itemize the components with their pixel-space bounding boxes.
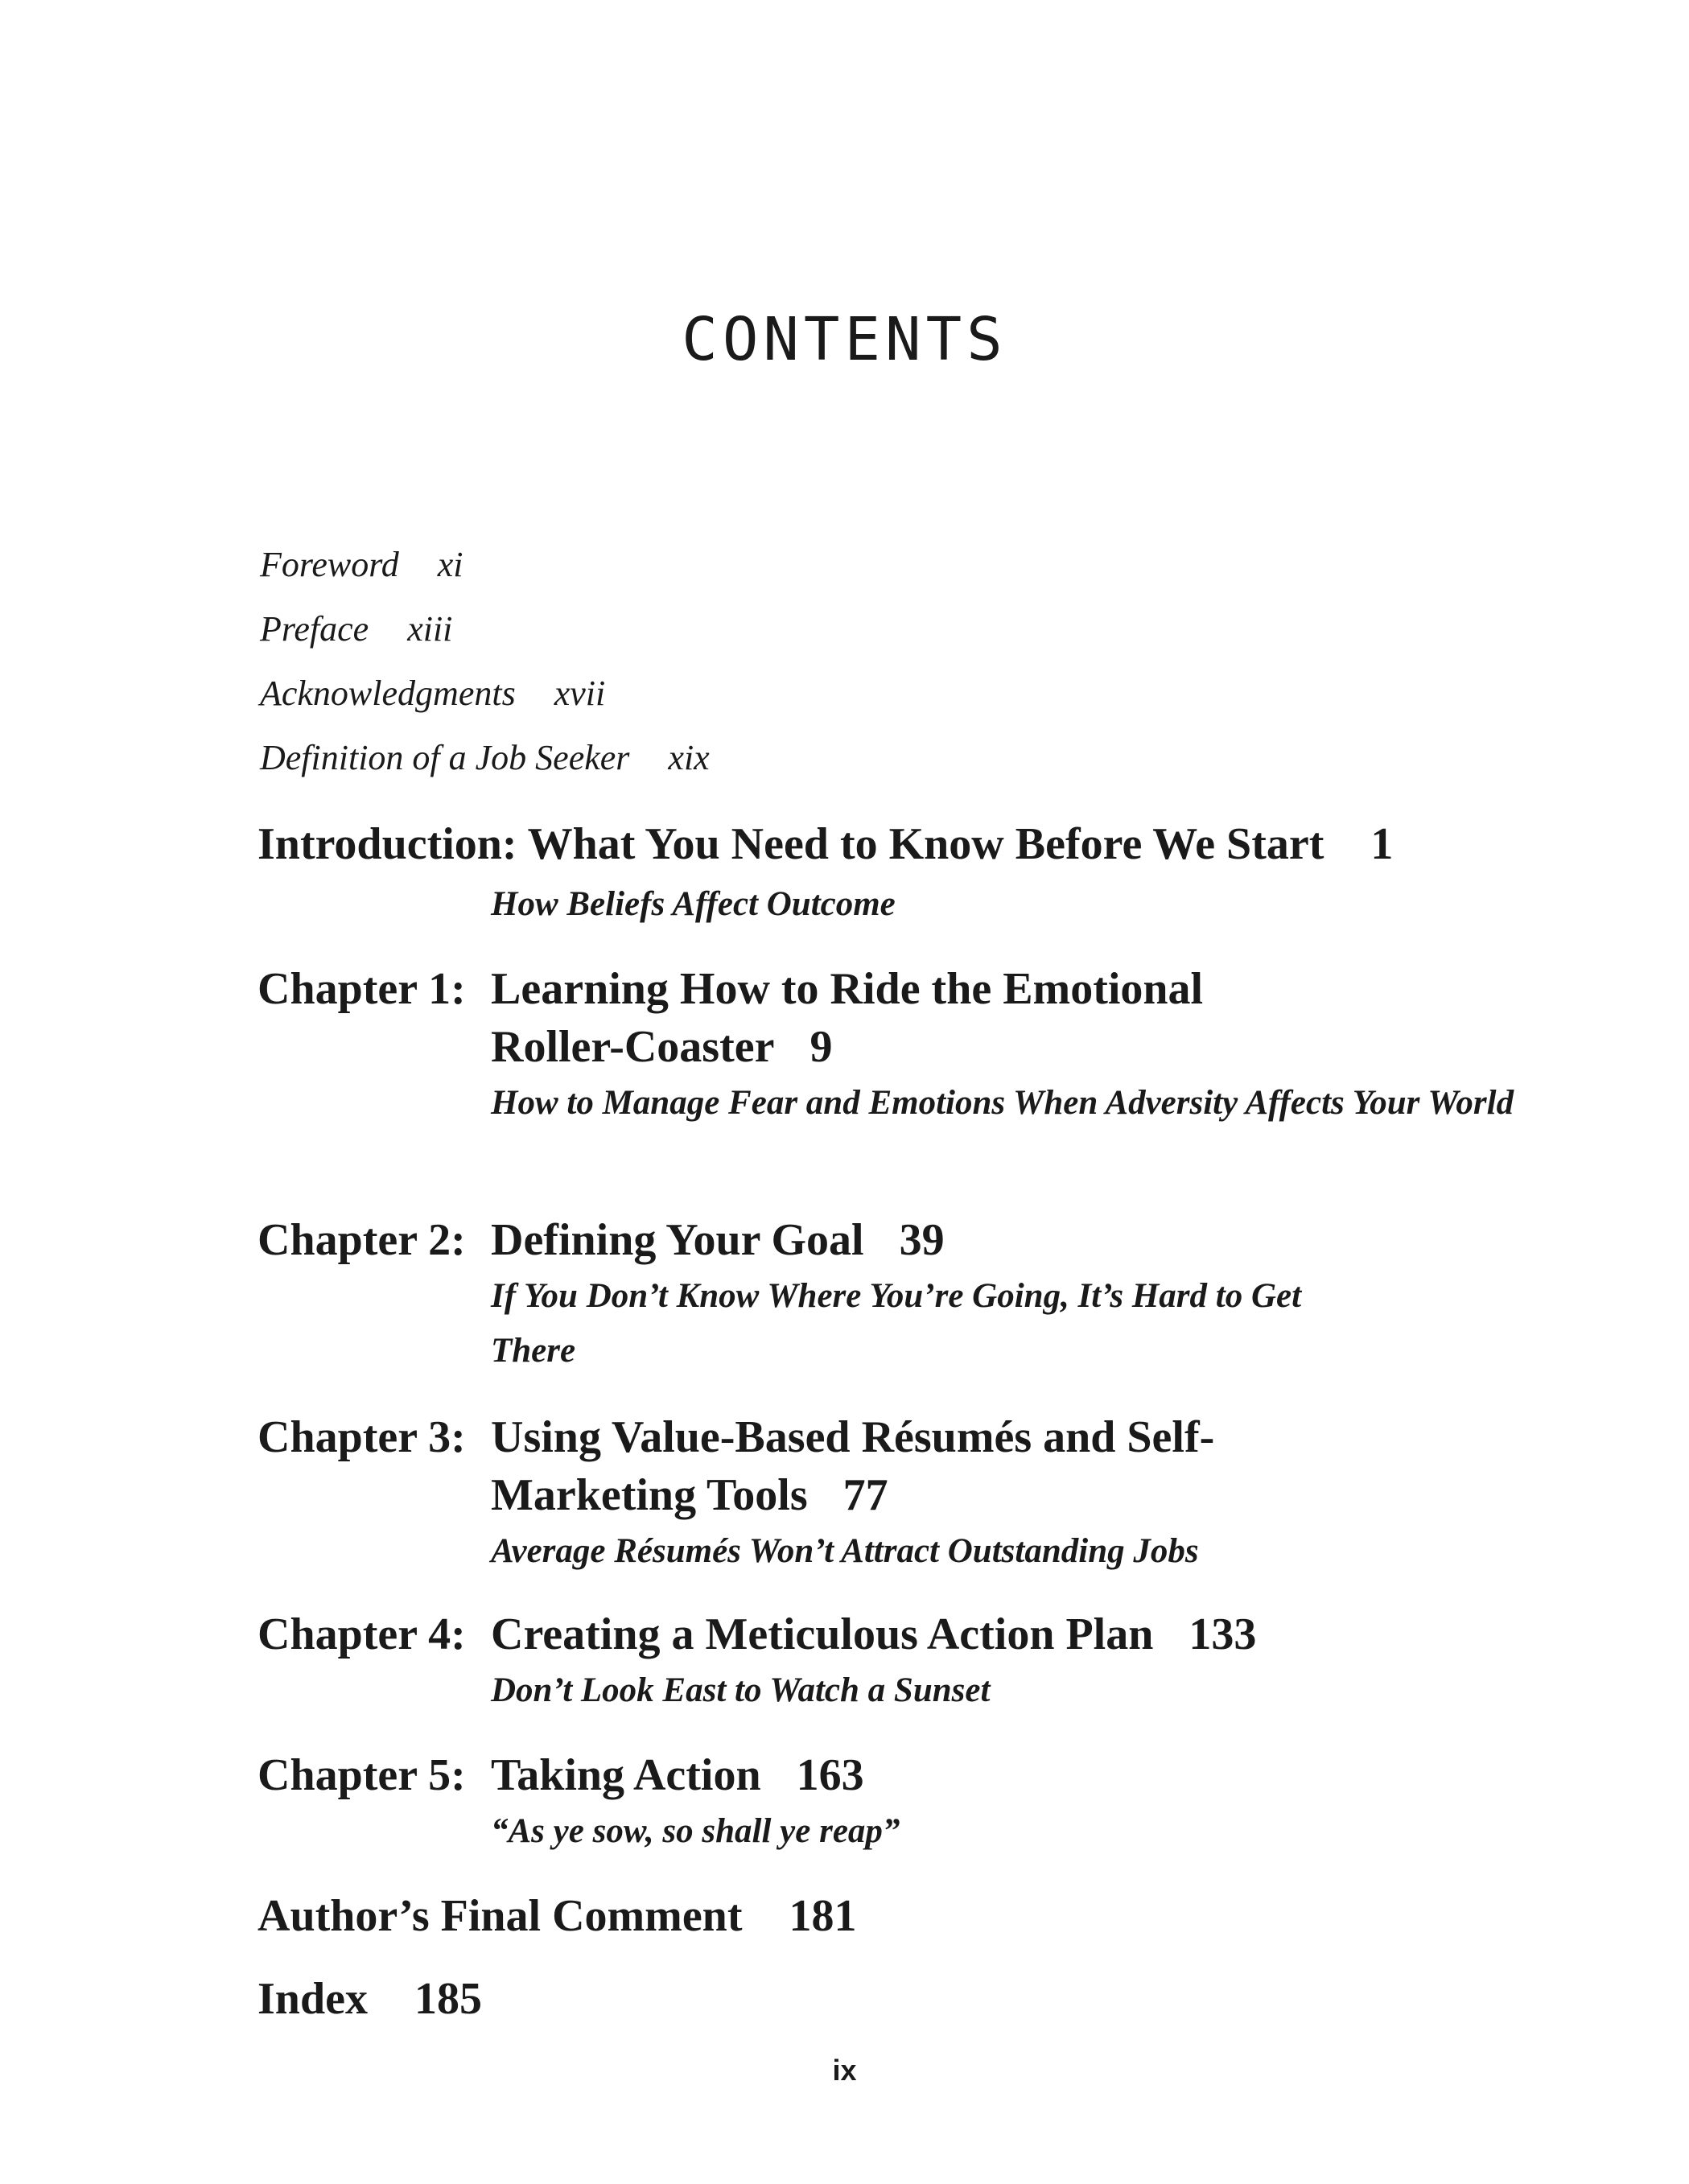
page-title: CONTENTS <box>682 305 1007 374</box>
toc-entry-final-comment[interactable] <box>257 1887 856 1945</box>
toc-front-matter-item[interactable] <box>260 547 463 583</box>
entry-title: Acknowledgments <box>260 674 516 713</box>
chapter-label: Chapter 1: <box>257 964 466 1014</box>
toc-front-matter-item[interactable] <box>260 676 605 711</box>
entry-title: Using Value-Based Résumés and Self-Marketing Tools <box>491 1412 1215 1520</box>
entry-page-number: 181 <box>789 1891 857 1941</box>
entry-title: Definition of a Job Seeker <box>260 738 630 777</box>
entry-title: Taking Action <box>491 1750 761 1800</box>
entry-page-number: xix <box>668 738 710 777</box>
entry-title: Foreword <box>260 545 399 584</box>
entry-page-number: 133 <box>1188 1609 1257 1659</box>
entry-title: Author’s Final Comment <box>257 1891 743 1941</box>
entry-subtitle: How to Manage Fear and Emotions When Adversity Affects Your World <box>491 1084 1514 1122</box>
entry-page-number: xiii <box>407 609 453 649</box>
entry-page-number: 163 <box>796 1750 864 1800</box>
entry-title: Learning How to Ride the Emotional Roller-Coaster <box>491 964 1204 1072</box>
entry-subtitle: How Beliefs Affect Outcome <box>491 885 896 923</box>
entry-subtitle: Don’t Look East to Watch a Sunset <box>491 1671 991 1709</box>
entry-title: Introduction: What You Need to Know Before We Start <box>257 819 1324 869</box>
entry-page-number: 1 <box>1370 819 1394 869</box>
chapter-label: Chapter 2: <box>257 1215 466 1265</box>
entry-title: Preface <box>260 609 369 649</box>
entry-page-number: xvii <box>554 674 606 713</box>
chapter-label: Chapter 4: <box>257 1609 466 1659</box>
entry-subtitle: Average Résumés Won’t Attract Outstanding Jobs <box>491 1532 1199 1570</box>
entry-title: Index <box>257 1974 368 2024</box>
entry-page-number: xi <box>437 545 463 584</box>
entry-subtitle: If You Don’t Know Where You’re Going, It’s Hard to Get There <box>491 1277 1302 1370</box>
entry-page-number: 9 <box>809 1022 833 1072</box>
toc-entry-index[interactable] <box>257 1970 482 2028</box>
entry-subtitle: “As ye sow, so shall ye reap” <box>491 1812 900 1850</box>
entry-title: Creating a Meticulous Action Plan <box>491 1609 1154 1659</box>
entry-page-number: 77 <box>842 1470 888 1520</box>
chapter-label: Chapter 5: <box>257 1750 466 1800</box>
toc-front-matter-item[interactable] <box>260 740 710 776</box>
entry-title: Defining Your Goal <box>491 1215 864 1265</box>
toc-front-matter-item[interactable] <box>260 609 453 649</box>
chapter-label: Chapter 3: <box>257 1412 466 1462</box>
entry-page-number: 185 <box>414 1974 482 2024</box>
toc-entry-introduction[interactable] <box>257 815 1393 873</box>
entry-page-number: 39 <box>899 1215 945 1265</box>
folio-page-number: ix <box>832 2054 857 2087</box>
